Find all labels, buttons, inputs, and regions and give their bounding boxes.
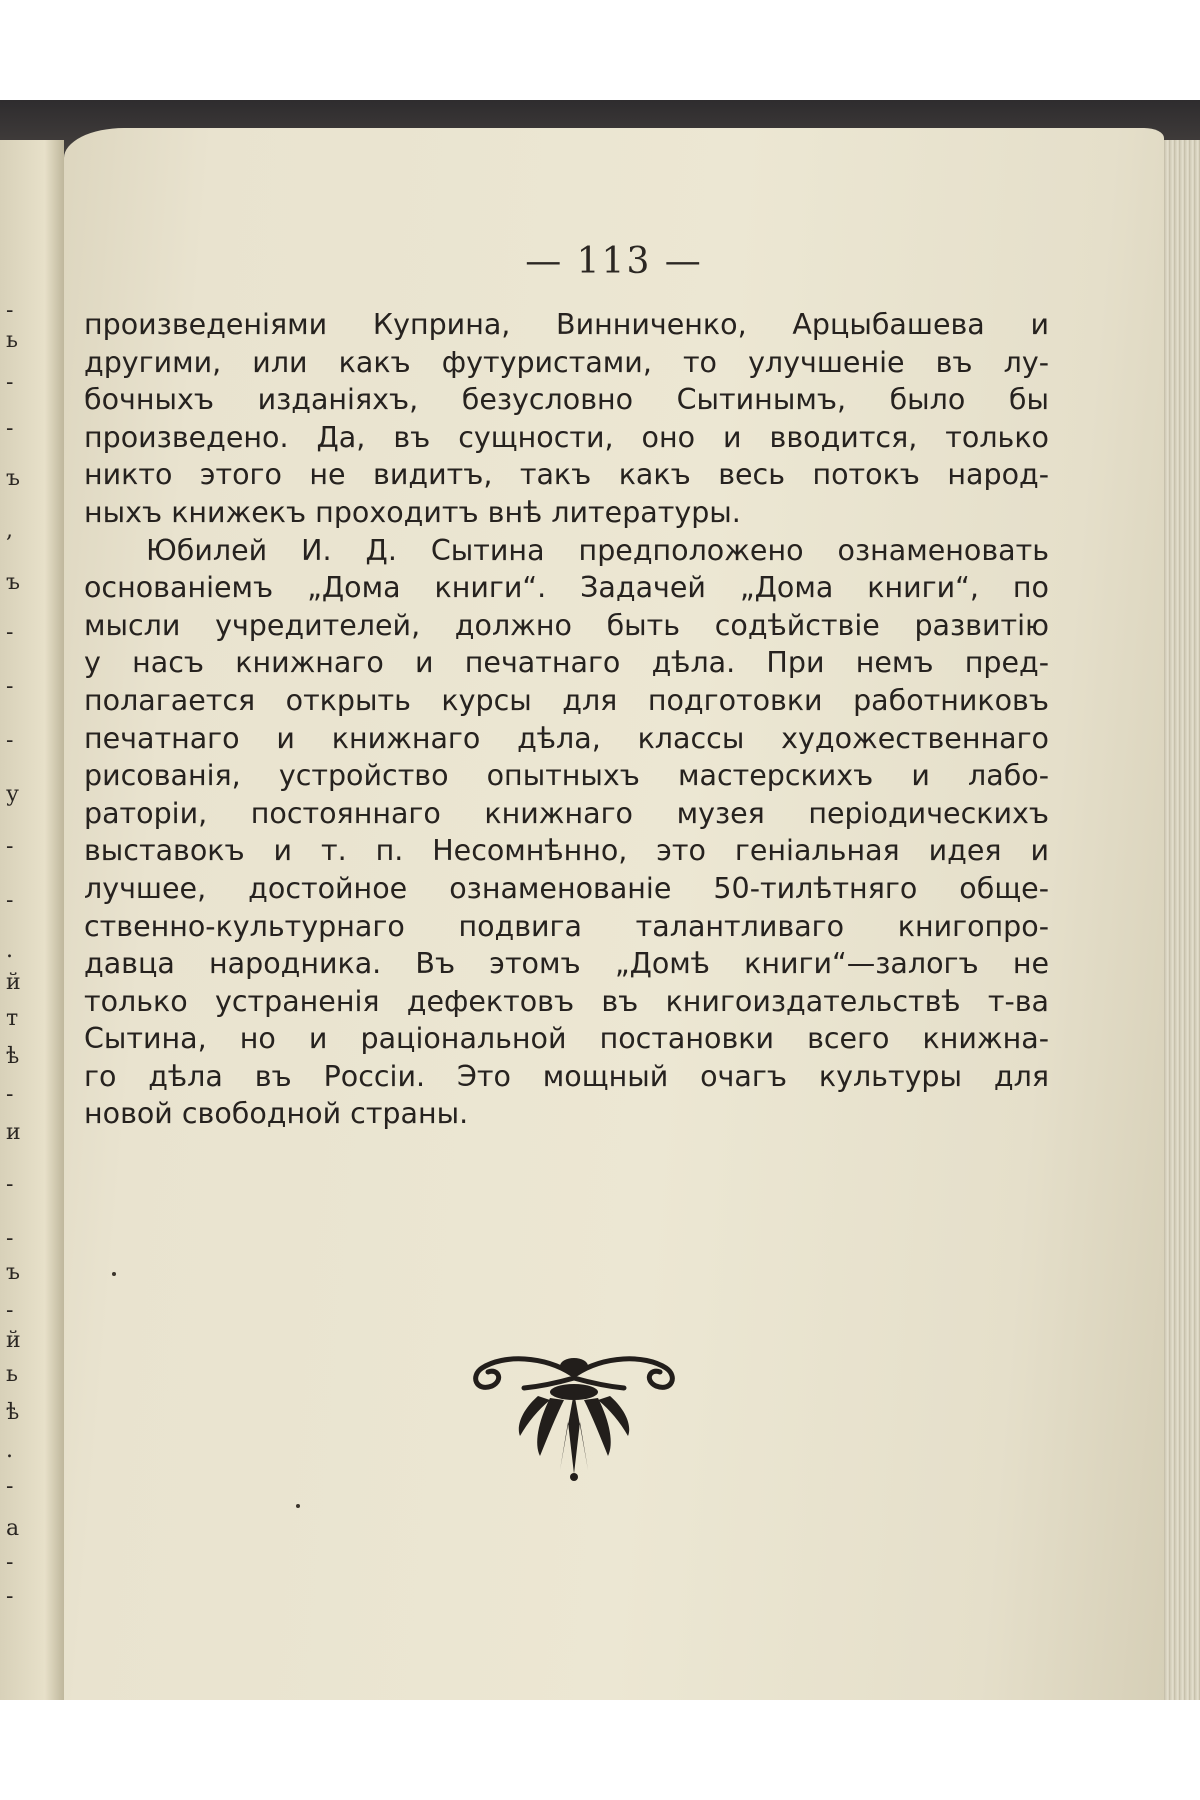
left-page-glyph: - [6, 620, 14, 645]
left-page-glyph: - [6, 1550, 14, 1575]
left-page-glyph: . [6, 1438, 13, 1463]
text-line: Сытина, но и раціональной постановки всего книжна- [84, 1022, 1049, 1056]
text-line: у насъ книжнаго и печатнаго дѣла. При немъ пред- [84, 646, 1049, 680]
text-line: другими, или какъ футуристами, то улучшеніе въ лу- [84, 345, 1049, 379]
left-page-glyph: ѣ [6, 1044, 20, 1069]
left-page [0, 140, 64, 1700]
left-page-glyph: - [6, 1172, 14, 1197]
text-line: рисованія, устройство опытныхъ мастерскихъ и лабо- [84, 759, 1049, 793]
body-text [84, 306, 1049, 1133]
text-line: полагается открыть курсы для подготовки работниковъ [84, 683, 1049, 717]
text-line: новой свободной страны. [84, 1097, 469, 1131]
text-line: произведеніями Куприна, Винниченко, Арцыбашева и [84, 308, 1049, 341]
left-page-glyph: - [6, 298, 14, 323]
paper-speck [112, 1272, 116, 1276]
left-page-glyph: - [6, 370, 14, 395]
left-page-glyph: . [6, 938, 13, 963]
left-page-fragments [6, 140, 56, 1700]
book-photo [0, 100, 1200, 1700]
left-page-glyph: ѣ [6, 1400, 20, 1425]
text-line: мысли учредителей, должно быть содѣйствіе развитію [84, 608, 1049, 642]
left-page-glyph: й [6, 1328, 21, 1353]
paper-speck [296, 1504, 300, 1508]
text-line: только устраненія дефектовъ въ книгоиздательствѣ т-ва [84, 984, 1049, 1018]
left-page-glyph: - [6, 728, 14, 753]
text-line: давца народника. Въ этомъ „Домѣ книги“—залогъ не [84, 947, 1049, 981]
left-page-glyph: - [6, 1226, 14, 1251]
text-line: основаніемъ „Дома книги“. Задачей „Дома книги“, по [84, 571, 1049, 605]
left-page-glyph: и [6, 1120, 21, 1145]
text-line: го дѣла въ Россіи. Это мощный очагъ культуры для [84, 1059, 1049, 1093]
left-page-glyph: - [6, 1298, 14, 1323]
page-number: — 113 — [525, 241, 703, 282]
left-page-glyph: - [6, 674, 14, 699]
text-line: произведено. Да, въ сущности, оно и вводится, только [84, 420, 1049, 454]
left-page-glyph: - [6, 1584, 14, 1609]
text-line: выставокъ и т. п. Несомнѣнно, это геніальная идея и [84, 834, 1049, 868]
left-page-glyph: ь [6, 328, 18, 353]
left-page-glyph: ъ [6, 1260, 20, 1285]
left-page-glyph: - [6, 416, 14, 441]
text-line: раторіи, постояннаго книжнаго музея періодическихъ [84, 796, 1049, 830]
text-line: бочныхъ изданіяхъ, безусловно Сытинымъ, было бы [84, 383, 1049, 417]
left-page-glyph: - [6, 1082, 14, 1107]
left-page-glyph: - [6, 1474, 14, 1499]
left-page-glyph: ъ [6, 570, 20, 595]
left-page-glyph: у [6, 782, 19, 807]
left-page-glyph: т [6, 1006, 19, 1031]
text-line: никто этого не видитъ, такъ какъ весь потокъ народ- [84, 458, 1049, 492]
left-page-glyph: - [6, 834, 14, 859]
text-line: лучшее, достойное ознаменованіе 50-тилѣтняго обще- [84, 871, 1049, 905]
left-page-glyph: ъ [6, 466, 20, 491]
left-page-glyph: й [6, 970, 21, 995]
text-line: ныхъ книжекъ проходитъ внѣ литературы. [84, 495, 741, 529]
left-page-glyph: - [6, 888, 14, 913]
text-line: Юбилей И. Д. Сытина предположено ознаменовать [146, 533, 1049, 567]
left-page-glyph: а [6, 1516, 20, 1541]
ornament-icon [464, 1352, 684, 1482]
left-page-glyph: ь [6, 1362, 18, 1387]
text-line: ственно-культурнаго подвига талантливаго книгопро- [84, 909, 1049, 943]
left-page-glyph: , [6, 518, 13, 543]
book-page [64, 128, 1164, 1700]
text-line: печатнаго и книжнаго дѣла, классы художественнаго [84, 721, 1049, 755]
